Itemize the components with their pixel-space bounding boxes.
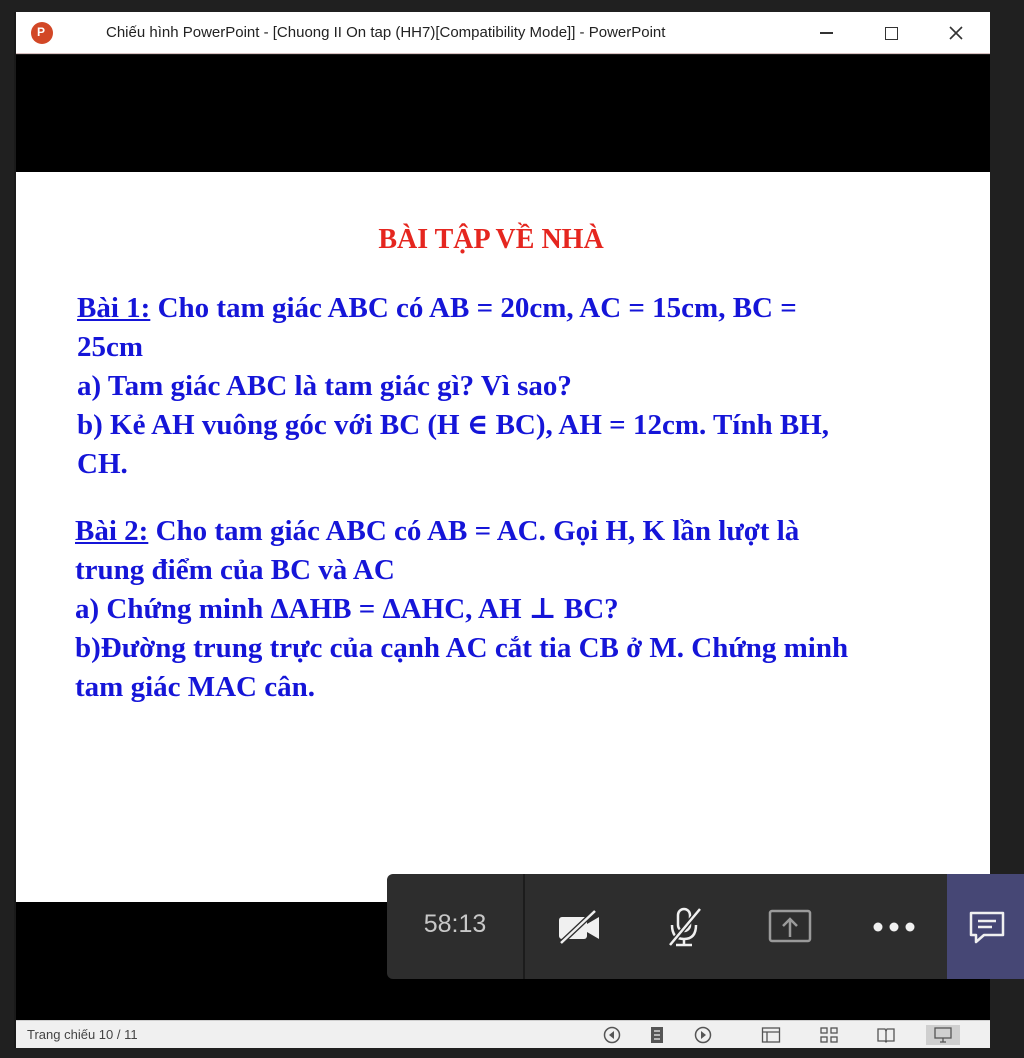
exercise-1-line-4: b) Kẻ AH vuông góc với BC (H ∈ BC), AH = 12cm. Tính BH, — [77, 409, 830, 441]
more-options-button[interactable] — [869, 902, 919, 952]
exercise-1-line-3: a) Tam giác ABC là tam giác gì? Vì sao? — [77, 370, 572, 402]
mic-toggle-button[interactable] — [659, 902, 709, 952]
notes-button[interactable] — [647, 1025, 667, 1045]
minimize-button[interactable] — [806, 18, 846, 48]
exercise-2-line-4: b)Đường trung trực của cạnh AC cắt tia CB ở M. Chứng minh — [75, 632, 849, 664]
chat-icon — [968, 909, 1006, 945]
exercise-1 — [77, 289, 957, 484]
next-icon — [694, 1026, 712, 1044]
window-frame-left — [0, 0, 14, 1058]
exercise-1-line-2: 25cm — [77, 331, 144, 363]
title-bar — [16, 12, 990, 54]
exercise-1-line-1-text: Cho tam giác ABC có AB = 20cm, AC = 15cm, BC = — [150, 292, 797, 324]
normal-view-icon — [761, 1026, 781, 1044]
window-frame-top — [0, 0, 1024, 12]
exercise-1-line-1 — [77, 289, 957, 328]
minimize-icon — [820, 32, 833, 34]
next-slide-button[interactable] — [693, 1025, 713, 1045]
exercise-2-line-2: trung điểm của BC và AC — [75, 554, 395, 586]
window-frame-bottom — [0, 1048, 1024, 1058]
meeting-controls-bar — [387, 874, 947, 979]
exercise-2-label: Bài 2: — [75, 515, 149, 547]
mic-off-icon — [662, 905, 706, 949]
maximize-button[interactable] — [871, 18, 911, 48]
meeting-timer: 58:13 — [423, 910, 487, 938]
close-button[interactable] — [936, 18, 976, 48]
chat-panel-toggle — [947, 874, 1024, 979]
normal-view-button[interactable] — [761, 1025, 781, 1045]
slide-counter: Trang chiếu 10 / 11 — [27, 1027, 138, 1042]
reading-view-icon — [876, 1026, 896, 1044]
slide-sorter-icon — [819, 1026, 839, 1044]
camera-toggle-button[interactable] — [554, 902, 604, 952]
slide-sorter-button[interactable] — [819, 1025, 839, 1045]
maximize-icon — [885, 27, 898, 40]
exercise-1-line-5: CH. — [77, 448, 128, 480]
share-screen-icon — [767, 907, 813, 947]
slide-heading: BÀI TẬP VỀ NHÀ — [378, 224, 604, 255]
more-options-icon — [872, 921, 916, 933]
reading-view-button[interactable] — [876, 1025, 896, 1045]
camera-off-icon — [555, 907, 603, 947]
exercise-1-label: Bài 1: — [77, 292, 151, 324]
exercise-2-line-3: a) Chứng minh ΔAHB = ΔAHC, AH ⊥ BC? — [75, 593, 619, 625]
previous-icon — [603, 1026, 621, 1044]
slideshow-icon — [933, 1026, 953, 1044]
presentation-background-top — [16, 55, 990, 172]
exercise-2-line-1 — [75, 512, 965, 551]
exercise-2-line-5: tam giác MAC cân. — [75, 671, 316, 703]
status-bar — [16, 1020, 990, 1048]
previous-slide-button[interactable] — [602, 1025, 622, 1045]
window-title: Chiếu hình PowerPoint - [Chuong II On tap (HH7)[Compatibility Mode]] - PowerPoint — [106, 24, 666, 41]
notes-icon — [649, 1026, 665, 1044]
chat-button[interactable] — [967, 902, 1007, 952]
exercise-2 — [75, 512, 965, 707]
slideshow-button[interactable] — [926, 1025, 960, 1045]
close-icon — [948, 25, 964, 41]
exercise-2-line-1-text: Cho tam giác ABC có AB = AC. Gọi H, K lần lượt là — [148, 515, 800, 547]
controls-divider — [523, 874, 525, 979]
powerpoint-icon[interactable] — [31, 22, 53, 44]
slide[interactable] — [16, 172, 990, 902]
share-screen-button[interactable] — [765, 902, 815, 952]
